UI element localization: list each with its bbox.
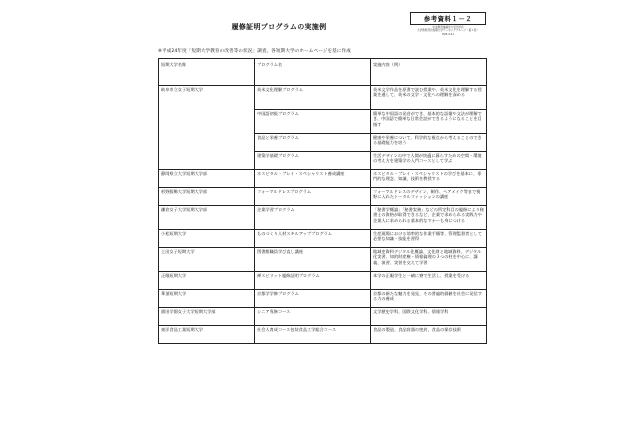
program-content: 生産現場における効率的な作業手順等、管理監督者として必要な知識・技能を習得 xyxy=(371,230,487,248)
table-row xyxy=(159,326,487,344)
program-name: 図書館職員学び直し講座 xyxy=(255,248,371,272)
reference-box xyxy=(410,12,486,36)
header-school: 短期大学名称 xyxy=(159,59,255,86)
school-name: 正眼短期大学 xyxy=(159,272,255,290)
table-row xyxy=(159,86,487,110)
program-content: フォーマルドレスのデザイン、制作、ヘアメイク等まで視野に入れたトータルファッションの講座 xyxy=(371,188,487,206)
program-content: ホスピタル・プレイ・スペシャリストの学びを基本に、専門的な理念、知識、技術を教授する xyxy=(371,170,487,188)
program-content: 健康や栄養について、科学的な視点から考えることのできる基礎能力を培う xyxy=(371,134,487,152)
reference-note-line: 大学教育部会短期大学ワーキンググループ（第４回） xyxy=(417,29,479,33)
program-name: 食品と栄養プログラム xyxy=(255,134,371,152)
program-name: 京都学学修プログラム xyxy=(255,290,371,308)
school-name: 東洋食品工業短期大学 xyxy=(159,326,255,344)
program-content: 「秘書学概論」「秘書実務」などの所定科目の履修により秘書士の資格が取得できるなど、企業で求められる実践力や企業人に求められる基本的なマナーも身につける xyxy=(371,206,487,230)
program-name: 企業学習プログラム xyxy=(255,206,371,230)
reference-note xyxy=(410,26,486,36)
header-program: プログラム名 xyxy=(255,59,371,86)
header-content: 実施内容（例） xyxy=(371,59,487,86)
program-name: 建築学基礎プログラム xyxy=(255,152,371,170)
table-row xyxy=(159,230,487,248)
document-page xyxy=(148,8,492,422)
school-name: 岐阜市立女子短期大学 xyxy=(159,86,255,170)
program-content: 英米文学作品を原書で読む授業や、英米文化を理解する授業を通して、英米の文学・文化への理解を深める xyxy=(371,86,487,110)
table-header-row xyxy=(159,59,487,86)
program-name: 中国語初級プログラム xyxy=(255,110,371,134)
source-note: ※平成24年度「短期大学教育の改善等の状況」調査、各短期大学のホームページを基に作成 xyxy=(158,49,351,54)
program-name: 英米文化理解プログラム xyxy=(255,86,371,110)
program-content: 本学の正眼学生と一緒に寮で生活し、授業を受ける xyxy=(371,272,487,290)
school-name: 鎌倉女子大学短期大学部 xyxy=(159,206,255,230)
school-name: 静岡県立大学短期大学部 xyxy=(159,170,255,188)
program-table xyxy=(158,58,487,344)
program-name: ホスピタル・プレイ・スペシャリスト養成講座 xyxy=(255,170,371,188)
program-content: 京都の新たな魅力を発見、その普遍的価値を社会に発信する力の養成 xyxy=(371,290,487,308)
program-content: 簡単な中国語の発音ができ、基本的な語彙や文法が理解でき、中国語で簡単な日常会話ができるようになることを目指す xyxy=(371,110,487,134)
table-row xyxy=(159,308,487,326)
school-name: 上田女子短期大学 xyxy=(159,248,255,272)
program-name: 禅スピリット履修証明プログラム xyxy=(255,272,371,290)
table-row xyxy=(159,188,487,206)
school-name: 園田学園女子大学短期大学部 xyxy=(159,308,255,326)
reference-label: 参考資料１－２ xyxy=(410,12,486,25)
program-name: 社会人育成コース包装食品工学総合コース xyxy=(255,326,371,344)
table-row xyxy=(159,290,487,308)
table-row xyxy=(159,248,487,272)
program-content: 生活デザインの中で人間が快適に暮らすための空間・環境の考え方を建築学の入門コースとして学ぶ xyxy=(371,152,487,170)
school-name: 小松短期大学 xyxy=(159,230,255,248)
reference-note-line: H26.4.21 xyxy=(442,32,454,36)
table-row xyxy=(159,170,487,188)
program-content: 文学歴史学科、国際文化学科、情報学科 xyxy=(371,308,487,326)
school-name: 杉野服飾大学短期大学部 xyxy=(159,188,255,206)
document-title: 履修証明プログラムの実施例 xyxy=(231,23,327,31)
program-name: シニア専修コース xyxy=(255,308,371,326)
program-name: ものづくり人材スキルアッププログラム xyxy=(255,230,371,248)
table-row xyxy=(159,272,487,290)
table-row xyxy=(159,206,487,230)
program-content: 食品の製造、食品容器の密封、食品の保存技術 xyxy=(371,326,487,344)
school-name: 華頂短期大学 xyxy=(159,290,255,308)
program-content: 地域史資料デジタル化概論、文化財と地域資料、デジタル化実習、知的財産権・情報倫理の３つの柱を中心に、講義、演習、実習を交えて学習 xyxy=(371,248,487,272)
program-name: フォーマルドレスプログラム xyxy=(255,188,371,206)
reference-note-line: 中央教育審議会大学分科会 xyxy=(432,26,464,29)
